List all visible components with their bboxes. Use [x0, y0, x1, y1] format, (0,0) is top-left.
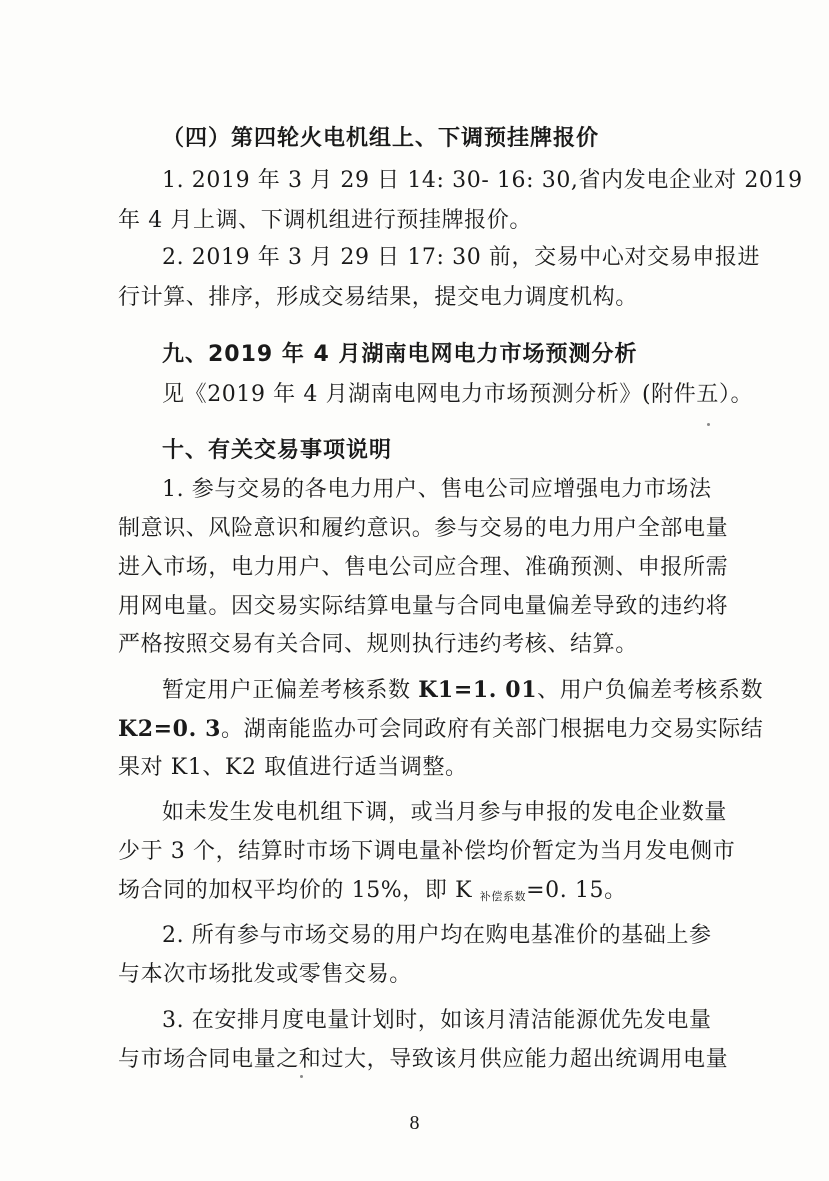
paragraph-line: 2. 2019 年 3 月 29 日 17: 30 前，交易中心对交易申报进	[162, 245, 761, 270]
scan-speck	[300, 1075, 303, 1078]
paragraph-line: 制意识、风险意识和履约意识。参与交易的电力用户全部电量	[118, 516, 729, 541]
section-4-heading: （四）第四轮火电机组上、下调预挂牌报价	[162, 126, 600, 151]
paragraph-line	[162, 679, 762, 702]
paragraph-line: 3. 在安排月度电量计划时，如该月清洁能源优先发电量	[162, 1008, 712, 1033]
paragraph-line: 如未发生发电机组下调，或当月参与申报的发电企业数量	[162, 800, 728, 825]
page-number: 8	[409, 1112, 420, 1134]
paragraph-line: 1. 2019 年 3 月 29 日 14: 30- 16: 30,省内发电企业对 2019	[162, 168, 803, 193]
paragraph-line: 年 4 月上调、下调机组进行预挂牌报价。	[118, 208, 532, 233]
paragraph-line: 与市场合同电量之和过大，导致该月供应能力超出统调用电量	[118, 1047, 729, 1072]
paragraph-line: 1. 参与交易的各电力用户、售电公司应增强电力市场法	[162, 477, 712, 502]
section-9-heading: 九、2019 年 4 月湖南电网电力市场预测分析	[162, 342, 638, 367]
text-run: =0. 15。	[526, 878, 627, 903]
k1-value: K1=1. 01	[418, 677, 538, 703]
paragraph-line: 行计算、排序，形成交易结果，提交电力调度机构。	[118, 285, 638, 310]
paragraph-line: 见《2019 年 4 月湖南电网电力市场预测分析》(附件五）。	[162, 382, 754, 407]
paragraph-line	[118, 716, 764, 742]
paragraph-line: 果对 K1、K2 取值进行适当调整。	[118, 755, 468, 780]
subscript: 补偿系数	[479, 890, 527, 903]
paragraph-line: 2. 所有参与市场交易的用户均在购电基准价的基础上参	[162, 923, 712, 948]
k2-value: K2=0. 3	[118, 716, 221, 742]
paragraph-line: 少于 3 个，结算时市场下调电量补偿均价暂定为当月发电侧市	[118, 839, 736, 864]
text-run: 场合同的加权平均价的 15%，即 K	[118, 878, 480, 903]
text-run: 、用户负偏差考核系数	[537, 678, 764, 703]
section-10-heading: 十、有关交易事项说明	[162, 438, 393, 463]
paragraph-line: 严格按照交易有关合同、规则执行违约考核、结算。	[118, 632, 638, 657]
paragraph-line: 用网电量。因交易实际结算电量与合同电量偏差导致的违约将	[118, 594, 729, 619]
text-run: 。湖南能监办可会同政府有关部门根据电力交易实际结	[221, 717, 764, 742]
text-run: 暂定用户正偏差考核系数	[162, 678, 419, 703]
paragraph-line	[118, 880, 718, 902]
paragraph-line: 与本次市场批发或零售交易。	[118, 962, 412, 987]
paragraph-line: 进入市场，电力用户、售电公司应合理、准确预测、申报所需	[118, 555, 729, 580]
scan-speck	[707, 423, 710, 426]
